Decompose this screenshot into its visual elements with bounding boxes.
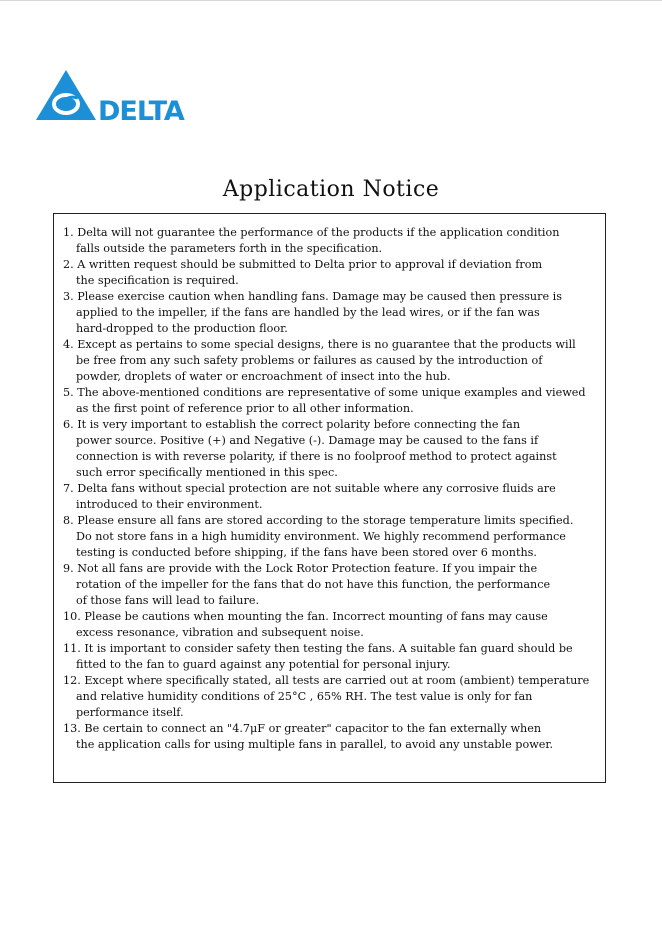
notice-item-line: applied to the impeller, if the fans are handled by the lead wires, or if the fan was: [76, 306, 540, 319]
delta-logo: [36, 70, 206, 126]
notice-item-line: 4. Except as pertains to some special designs, there is no guarantee that the products will: [63, 338, 576, 351]
notice-item-line: of those fans will lead to failure.: [76, 594, 260, 607]
delta-triangle-icon: [36, 70, 206, 126]
notice-item: [63, 513, 603, 561]
notice-item-line: hard-dropped to the production floor.: [76, 322, 288, 335]
notice-item-line: rotation of the impeller for the fans that do not have this function, the performance: [76, 578, 551, 591]
page-top-rule: [0, 0, 662, 1]
notice-item-line: be free from any such safety problems or failures as caused by the introduction of: [76, 354, 543, 367]
notice-item-line: 9. Not all fans are provide with the Lock Rotor Protection feature. If you impair the: [63, 562, 538, 575]
notice-item-line: such error specifically mentioned in this spec.: [76, 466, 338, 479]
delta-wordmark: DELTA: [98, 96, 184, 126]
notice-item-line: Do not store fans in a high humidity environment. We highly recommend performance: [76, 530, 566, 543]
notice-item-line: performance itself.: [76, 706, 184, 719]
notice-item-line: 2. A written request should be submitted to Delta prior to approval if deviation from: [63, 258, 543, 271]
notice-item: [63, 385, 603, 417]
notice-item-line: 6. It is very important to establish the correct polarity before connecting the fan: [63, 418, 521, 431]
notice-item-line: 8. Please ensure all fans are stored according to the storage temperature limits specified.: [63, 514, 574, 527]
notice-item: [63, 609, 603, 641]
notice-item-line: 7. Delta fans without special protection are not suitable where any corrosive fluids are: [63, 482, 556, 495]
notice-item: [63, 561, 603, 609]
notice-item-line: fitted to the fan to guard against any potential for personal injury.: [76, 658, 451, 671]
notice-item-line: power source. Positive (+) and Negative (-). Damage may be caused to the fans if: [76, 434, 539, 447]
notice-item: [63, 289, 603, 337]
notice-item-line: excess resonance, vibration and subsequent noise.: [76, 626, 364, 639]
notice-list: [63, 225, 603, 753]
notice-item-line: 5. The above-mentioned conditions are representative of some unique examples and viewed: [63, 386, 586, 399]
notice-item-line: the specification is required.: [76, 274, 239, 287]
notice-item-line: as the first point of reference prior to all other information.: [76, 402, 414, 415]
notice-item: [63, 673, 603, 721]
notice-item: [63, 257, 603, 289]
notice-item-line: 12. Except where specifically stated, all tests are carried out at room (ambient) temperature: [63, 674, 590, 687]
notice-item-line: and relative humidity conditions of 25°C , 65% RH. The test value is only for fan: [76, 690, 533, 703]
notice-item-line: introduced to their environment.: [76, 498, 263, 511]
notice-item-line: 13. Be certain to connect an "4.7μF or greater" capacitor to the fan externally when: [63, 722, 542, 735]
notice-item: [63, 417, 603, 481]
notice-item-line: falls outside the parameters forth in the specification.: [76, 242, 383, 255]
notice-item-line: powder, droplets of water or encroachment of insect into the hub.: [76, 370, 451, 383]
notice-item-line: testing is conducted before shipping, if the fans have been stored over 6 months.: [76, 546, 537, 559]
notice-item-line: 11. It is important to consider safety then testing the fans. A suitable fan guard should be: [63, 642, 573, 655]
notice-item: [63, 337, 603, 385]
notice-item: [63, 481, 603, 513]
notice-item-line: 10. Please be cautions when mounting the fan. Incorrect mounting of fans may cause: [63, 610, 548, 623]
notice-item-line: connection is with reverse polarity, if there is no foolproof method to protect against: [76, 450, 557, 463]
notice-item: [63, 721, 603, 753]
notice-item-line: 3. Please exercise caution when handling fans. Damage may be caused then pressure is: [63, 290, 562, 303]
notice-item-line: the application calls for using multiple fans in parallel, to avoid any unstable power.: [76, 738, 554, 751]
page-title: Application Notice: [222, 177, 440, 202]
notice-item-line: 1. Delta will not guarantee the performance of the products if the application condition: [63, 226, 560, 239]
notice-item: [63, 641, 603, 673]
notice-item: [63, 225, 603, 257]
